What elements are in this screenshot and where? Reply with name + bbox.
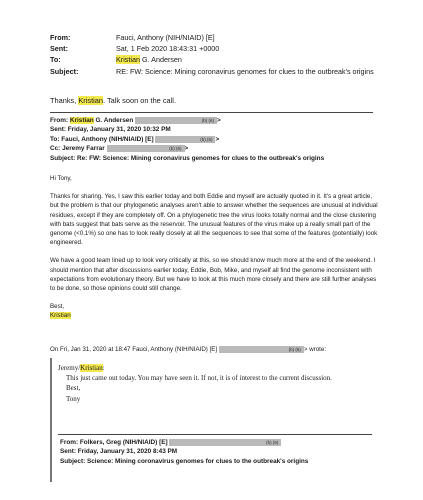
highlighted-name: Kristian xyxy=(78,96,103,105)
sent-label: Sent: xyxy=(50,44,68,54)
greeting: Hi Tony, xyxy=(50,175,72,182)
quoted-body: This just came out today. You may have seen it. If not, it is of interest to the current discussion. xyxy=(66,374,332,383)
reply-line: Thanks, Kristian. Talk soon on the call. xyxy=(50,96,176,105)
to-label: To: xyxy=(50,55,61,65)
message-header-folkers: From: Folkers, Greg (NIH/NIAID) [E] (b) (6) Sent: Friday, January 31, 2020 8:43 PM Subject: Science: Mining coronavirus genomes for clues to the outbreak's origins xyxy=(60,439,309,465)
redaction-box: (b) (6) xyxy=(135,117,217,124)
sent-value: Sat, 1 Feb 2020 18:43:31 +0000 xyxy=(116,44,220,54)
subject-value: RE: FW: Science: Mining coronavirus genomes for clues to the outbreak's origins xyxy=(116,66,374,76)
email-header xyxy=(50,32,374,77)
message-body-andersen xyxy=(50,174,380,321)
redaction-box: (b) (6) xyxy=(107,145,185,152)
closing: Best, xyxy=(50,303,65,311)
header-to-row xyxy=(50,54,374,65)
signature: Kristian xyxy=(50,312,71,320)
subject-label: Subject: xyxy=(50,66,79,76)
redaction-box: (b) (6) xyxy=(169,439,281,446)
redaction-box: (b) (6) xyxy=(219,346,304,353)
to-value: G. Andersen xyxy=(139,55,182,65)
header-from-row xyxy=(50,32,374,43)
from-label: From: xyxy=(50,33,71,42)
paragraph: We have a good team lined up to look very critically at this, so we should know much more at the end of the weekend. I should mention that after discussions earlier today, Eddie, Bob, Mike, and myself all find the genome inconsistent with expectations from evolutionary theory. But we have to look at this much more closely and there are still further analyses to be done, so those opinions could still change. xyxy=(50,257,377,293)
signature: Tony xyxy=(66,394,81,403)
from-value: Fauci, Anthony (NIH/NIAID) [E] xyxy=(116,33,215,42)
divider xyxy=(58,434,372,435)
highlighted-name: Kristian xyxy=(116,55,140,65)
paragraph: Thanks for sharing. Yes, I saw this earlier today and both Eddie and myself are actually quoted in it. It's a great article, but the problem is that our phylogenetic analyses aren't able to answer whether the sequences are unusual at individual residues, except if they are completely off. On a phylogenetic tree the virus looks totally normal and the close clustering with bats suggest that bats serve as the reservoir. The unusual features of the virus make up a really small part of the genome (<0.1%) so one has to look really closely at all the sequences to see that some of the features (potentially) look engineered. xyxy=(50,193,378,247)
highlighted-name: Kristian xyxy=(80,364,103,372)
attribution-line: On Fri, Jan 31, 2020 at 18:47 Fauci, Anthony (NIH/NIAID) [E] (b) (6) > wrote: xyxy=(50,346,327,353)
highlighted-name: Kristian xyxy=(69,117,94,124)
header-sent-row xyxy=(50,43,374,54)
redaction-box: (b) (6) xyxy=(155,136,215,143)
message-header-andersen: From: Kristian G. Andersen (b) (6) > Sent: Friday, January 31, 2020 10:32 PM To: Fauci, Anthony (NIH/NIAID) [E] (b) (6) > Cc: Jeremy Farrar (b) (6) > Subject: Re: FW: Science: Mining coronavirus genomes for clues to the outbreak's origins xyxy=(50,117,325,162)
header-subject-row xyxy=(50,66,374,77)
quoted-message: Jeremy/Kristian: This just came out today. You may have seen it. If not, it is of interest to the current discussion. Best, Tony xyxy=(58,363,378,404)
divider xyxy=(50,112,373,113)
quote-bar xyxy=(50,358,52,482)
closing: Best, xyxy=(66,384,81,393)
